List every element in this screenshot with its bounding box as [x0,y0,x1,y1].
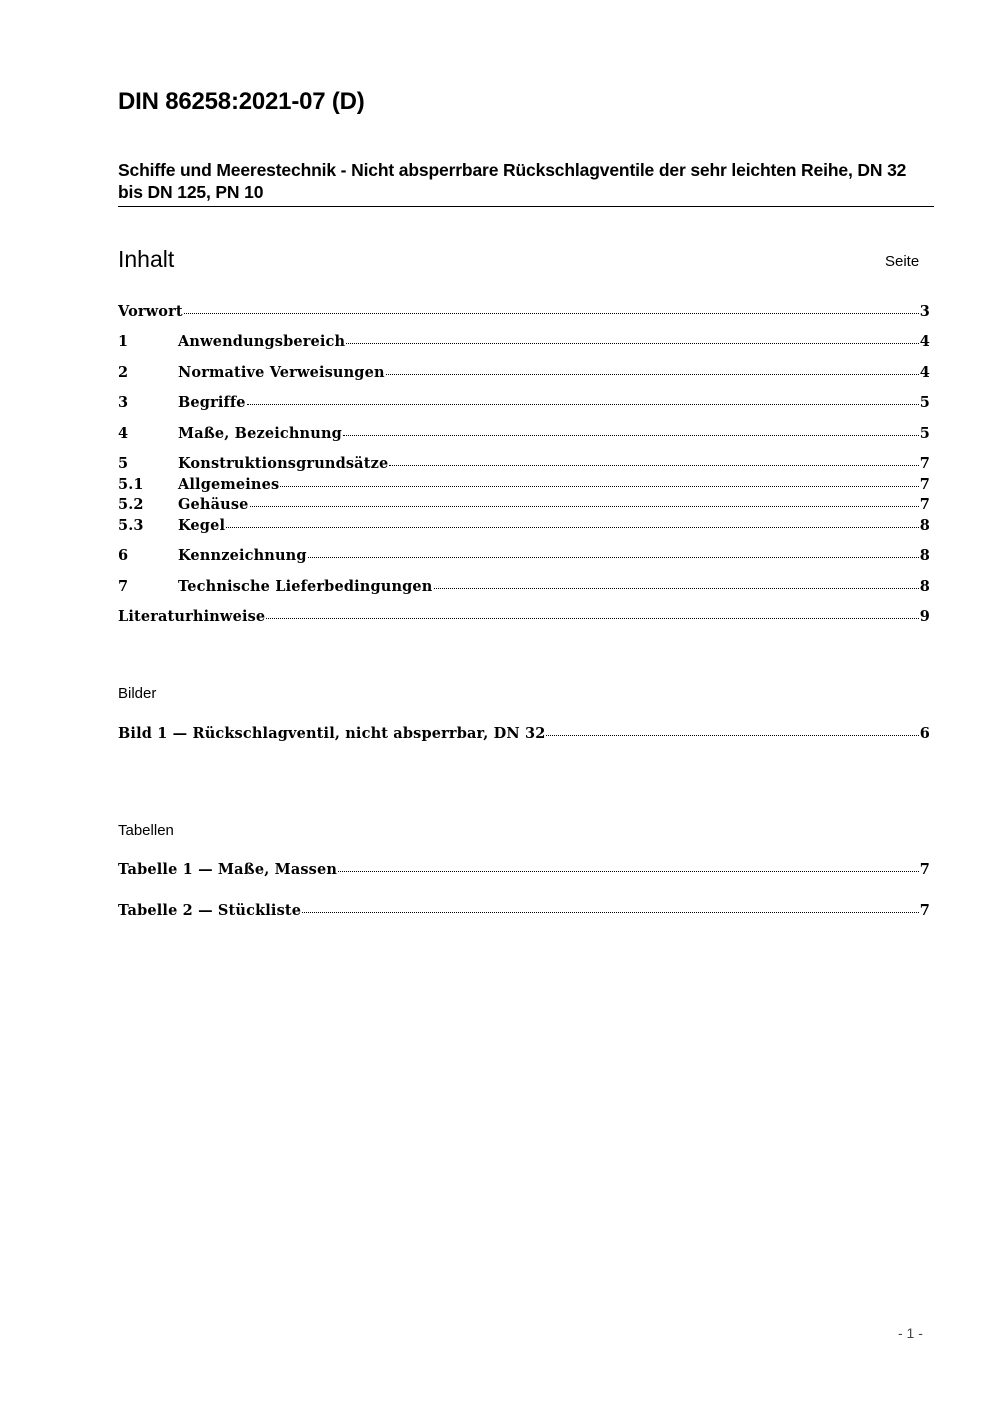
toc-entry-label: Kegel [178,517,226,534]
toc-entry-number: 6 [118,547,129,564]
toc-entry-page: 5 [919,394,930,411]
toc-entry-anwendungsbereich[interactable] [118,333,930,353]
toc-entry-kennzeichnung[interactable] [118,547,930,567]
toc-entry-masse-bezeichnung[interactable] [118,425,930,445]
toc-entry-number: 4 [118,425,129,442]
toc-entry-page: 8 [919,517,930,534]
toc-entry-page: 4 [919,333,930,350]
toc-entry-number: 1 [118,333,129,350]
toc-entry-label: Begriffe [178,394,246,411]
toc-entry-label: Kennzeichnung [178,547,307,564]
toc-entry-page: 7 [919,455,930,472]
toc-entry-allgemeines[interactable] [118,476,930,496]
figure-entry-bild-1[interactable] [118,725,930,745]
document-subtitle: Schiffe und Meerestechnik - Nicht absperrbare Rückschlagventile der sehr leichten Reihe, DN 32 bis DN 125, PN 10 [118,159,934,207]
table-entry-tabelle-2[interactable] [118,902,930,922]
dot-leader [338,870,919,872]
toc-entry-gehaeuse[interactable] [118,496,930,516]
footer-page-number: - 1 - [898,1325,923,1341]
toc-entry-number: 5.2 [118,496,144,513]
toc-entry-label: Allgemeines [178,476,280,493]
dot-leader [434,587,919,589]
toc-entry-page: 7 [919,496,930,513]
toc-entry-page: 5 [919,425,930,442]
toc-entry-number: 5.3 [118,517,144,534]
toc-entry-label: Maße, Bezeichnung [178,425,342,442]
toc-entry-page: 9 [919,608,930,625]
dot-leader [247,403,919,405]
toc-entry-page: 3 [919,303,930,320]
toc-entry-label: Gehäuse [178,496,249,513]
figure-entry-page: 6 [919,725,930,742]
toc-entry-label: Vorwort [118,303,183,320]
table-entry-page: 7 [919,902,930,919]
dot-leader [226,526,919,528]
toc-entry-label: Normative Verweisungen [178,364,385,381]
dot-leader [389,464,918,466]
dot-leader [343,434,919,436]
toc-entry-technische-lieferbedingungen[interactable] [118,578,930,598]
table-entry-label: Tabelle 1 — Maße, Massen [118,861,338,878]
dot-leader [386,373,919,375]
toc-entry-label: Konstruktionsgrundsätze [178,455,389,472]
toc-entry-page: 8 [919,578,930,595]
toc-entry-number: 7 [118,578,129,595]
table-entry-label: Tabelle 2 — Stückliste [118,902,302,919]
dot-leader [546,734,918,736]
toc-entry-normative-verweisungen[interactable] [118,364,930,384]
toc-entry-begriffe[interactable] [118,394,930,414]
toc-entry-kegel[interactable] [118,517,930,537]
dot-leader [280,485,918,487]
toc-entry-number: 5.1 [118,476,144,493]
toc-entry-number: 3 [118,394,129,411]
tables-heading: Tabellen [118,822,174,839]
contents-heading: Inhalt [118,246,175,272]
toc-entry-page: 8 [919,547,930,564]
dot-leader [250,505,919,507]
figures-heading: Bilder [118,685,157,702]
dot-leader [266,617,918,619]
table-entry-tabelle-1[interactable] [118,861,930,881]
toc-entry-vorwort[interactable] [118,303,930,323]
toc-entry-label: Literaturhinweise [118,608,266,625]
dot-leader [346,342,919,344]
toc-entry-page: 7 [919,476,930,493]
toc-entry-number: 5 [118,455,129,472]
figure-entry-label: Bild 1 — Rückschlagventil, nicht absperrbar, DN 32 [118,725,546,742]
document-title: DIN 86258:2021-07 (D) [118,88,365,115]
dot-leader [308,556,919,558]
toc-entry-label: Technische Lieferbedingungen [178,578,433,595]
toc-entry-number: 2 [118,364,129,381]
toc-entry-page: 4 [919,364,930,381]
toc-entry-konstruktionsgrundsaetze[interactable] [118,455,930,475]
dot-leader [302,911,919,913]
table-entry-page: 7 [919,861,930,878]
page-column-heading: Seite [885,253,920,270]
toc-entry-literaturhinweise[interactable] [118,608,930,628]
dot-leader [184,312,919,314]
toc-entry-label: Anwendungsbereich [178,333,346,350]
